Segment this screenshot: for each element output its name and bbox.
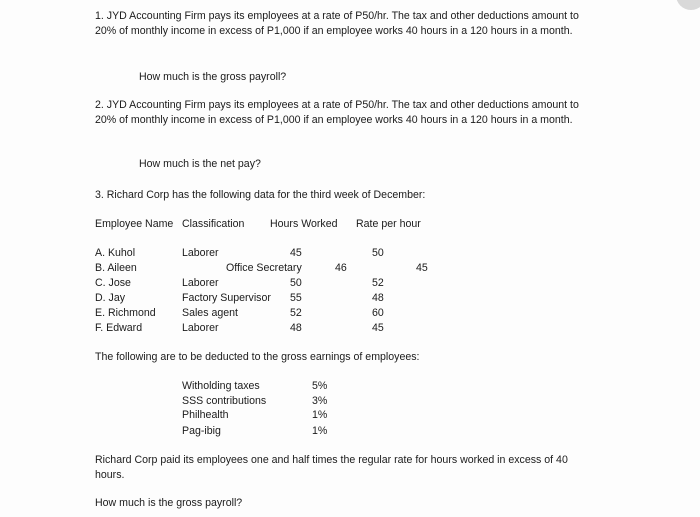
deduction-label: Pag-ibig xyxy=(182,425,221,437)
employee-rate: 50 xyxy=(372,247,384,259)
employee-classification: Laborer xyxy=(182,322,219,334)
deduction-rate: 3% xyxy=(312,395,328,407)
employee-name: E. Richmond xyxy=(95,307,156,319)
employee-classification: Sales agent xyxy=(182,307,238,319)
employee-classification: Office Secretary xyxy=(226,262,302,274)
deduction-rate: 1% xyxy=(312,409,328,421)
deduction-label: Witholding taxes xyxy=(182,380,260,392)
header-rate-per-hour: Rate per hour xyxy=(356,218,421,230)
employee-hours: 46 xyxy=(335,262,347,274)
page-corner-decoration xyxy=(676,0,700,10)
employee-classification: Laborer xyxy=(182,247,219,259)
employee-hours: 50 xyxy=(290,277,302,289)
employee-name: C. Jose xyxy=(95,277,131,289)
question-1-prompt: How much is the gross payroll? xyxy=(139,71,287,83)
employee-rate: 45 xyxy=(416,262,428,274)
deductions-intro: The following are to be deducted to the gross earnings of employees: xyxy=(95,351,420,363)
employee-rate: 52 xyxy=(372,277,384,289)
deduction-rate: 5% xyxy=(312,380,328,392)
employee-classification: Laborer xyxy=(182,277,219,289)
employee-hours: 55 xyxy=(290,292,302,304)
overtime-note: Richard Corp paid its employees one and half times the regular rate for hours worked in excess of 40 hours. xyxy=(95,454,568,481)
header-employee-name: Employee Name xyxy=(95,218,174,230)
deduction-label: SSS contributions xyxy=(182,395,267,407)
question-3-prompt: How much is the gross payroll? xyxy=(95,497,243,509)
deduction-label: Philhealth xyxy=(182,409,229,421)
question-2-prompt: How much is the net pay? xyxy=(139,158,261,170)
question-2-text: 2. JYD Accounting Firm pays its employees at a rate of P50/hr. The tax and other deductions amount to 20% of monthly income in excess of P1,000 if an employee works 40 hours in a 120 hours in a month. xyxy=(95,99,579,126)
employee-hours: 52 xyxy=(290,307,302,319)
employee-name: F. Edward xyxy=(95,322,143,334)
employee-rate: 60 xyxy=(372,307,384,319)
employee-rate: 48 xyxy=(372,292,384,304)
employee-rate: 45 xyxy=(372,322,384,334)
employee-name: D. Jay xyxy=(95,292,126,304)
deduction-rate: 1% xyxy=(312,425,328,437)
question-1-text: 1. JYD Accounting Firm pays its employees at a rate of P50/hr. The tax and other deductions amount to 20% of monthly income in excess of P1,000 if an employee works 40 hours in a 120 hours in a month. xyxy=(95,10,579,37)
employee-name: B. Aileen xyxy=(95,262,137,274)
employee-hours: 45 xyxy=(290,247,302,259)
question-3-intro: 3. Richard Corp has the following data for the third week of December: xyxy=(95,189,426,201)
employee-hours: 48 xyxy=(290,322,302,334)
employee-name: A. Kuhol xyxy=(95,247,136,259)
header-classification: Classification xyxy=(182,218,245,230)
employee-classification: Factory Supervisor xyxy=(182,292,271,304)
header-hours-worked: Hours Worked xyxy=(270,218,338,230)
